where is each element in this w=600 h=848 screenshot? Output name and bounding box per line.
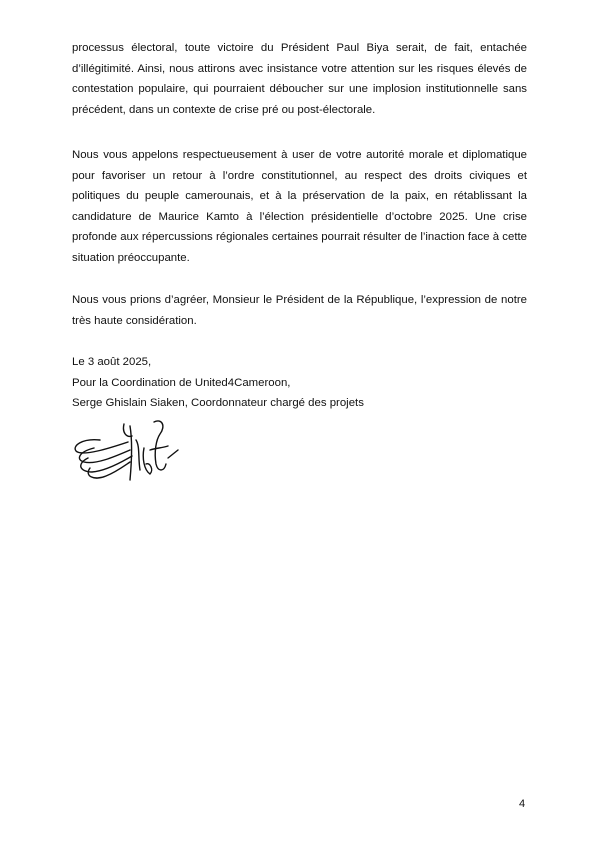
paragraph-salutation: Nous vous prions d’agréer, Monsieur le Président de la République, l’expression de notre très haute considération. bbox=[72, 294, 527, 327]
paragraph-illegitimacy: processus électoral, toute victoire du Président Paul Biya serait, de fait, entachée d’illégitimité. Ainsi, nous attirons avec insistance votre attention sur les risques élevés de contestation populaire, qui pourraient déboucher sur une implosion institutionnelle sans précédent, dans un contexte de crise pré ou post-électorale. bbox=[72, 42, 527, 116]
closing-organization: Pour la Coordination de United4Cameroon, bbox=[72, 376, 291, 389]
closing-signatory: Serge Ghislain Siaken, Coordonnateur chargé des projets bbox=[72, 397, 364, 410]
closing-date: Le 3 août 2025, bbox=[72, 356, 152, 368]
closing-block bbox=[72, 352, 364, 414]
paragraph-appeal: Nous vous appelons respectueusement à user de votre autorité morale et diplomatique pour favoriser un retour à l’ordre constitutionnel, au respect des droits civiques et politiques du peuple camerounais, et à la préservation de la paix, en rétablissant la candidature de Maurice Kamto à l’élection présidentielle d’octobre 2025. Une crise profonde aux répercussions régionales certaines pourrait résulter de l’inaction face à cette situation préoccupante. bbox=[72, 149, 527, 264]
signature-icon bbox=[70, 418, 180, 488]
page-number: 4 bbox=[519, 798, 526, 810]
